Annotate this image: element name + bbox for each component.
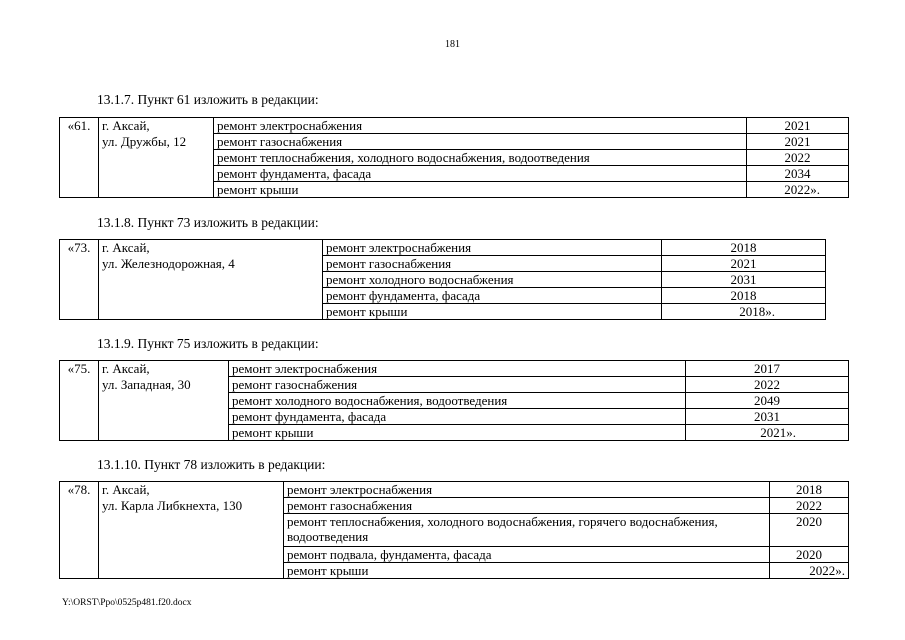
section-heading: 13.1.8. Пункт 73 изложить в редакции: <box>97 215 319 230</box>
work-name: ремонт электроснабжения <box>284 482 770 498</box>
section-heading: 13.1.7. Пункт 61 изложить в редакции: <box>97 92 319 107</box>
page-number: 181 <box>445 39 460 50</box>
work-year: 2021». <box>686 425 849 441</box>
works-table <box>59 481 849 579</box>
work-name: ремонт теплоснабжения, холодного водоснабжения, горячего водоснабжения, водоотведения <box>284 514 770 547</box>
work-name: ремонт подвала, фундамента, фасада <box>284 547 770 563</box>
work-year: 2022 <box>770 498 849 514</box>
work-year: 2020 <box>770 514 849 547</box>
work-year: 2021 <box>662 256 826 272</box>
work-year: 2031 <box>662 272 826 288</box>
work-name: ремонт электроснабжения <box>323 240 662 256</box>
work-year: 2018 <box>770 482 849 498</box>
work-year: 2018 <box>662 240 826 256</box>
address <box>99 482 284 579</box>
address-city: г. Аксай, <box>102 361 150 376</box>
address <box>99 240 323 320</box>
work-name: ремонт электроснабжения <box>214 118 747 134</box>
work-year: 2022». <box>747 182 849 198</box>
work-name: ремонт теплоснабжения, холодного водоснабжения, водоотведения <box>214 150 747 166</box>
item-number: «78. <box>60 482 99 579</box>
work-name: ремонт холодного водоснабжения <box>323 272 662 288</box>
work-name: ремонт крыши <box>284 563 770 579</box>
work-year: 2017 <box>686 361 849 377</box>
address-city: г. Аксай, <box>102 118 150 133</box>
work-name: ремонт крыши <box>229 425 686 441</box>
address <box>99 361 229 441</box>
works-table <box>59 239 826 320</box>
work-year: 2020 <box>770 547 849 563</box>
work-name: ремонт газоснабжения <box>214 134 747 150</box>
work-name: ремонт электроснабжения <box>229 361 686 377</box>
work-name: ремонт холодного водоснабжения, водоотведения <box>229 393 686 409</box>
address-city: г. Аксай, <box>102 482 150 497</box>
address-city: г. Аксай, <box>102 240 150 255</box>
work-name: ремонт фундамента, фасада <box>323 288 662 304</box>
work-year: 2022». <box>770 563 849 579</box>
section-heading: 13.1.9. Пункт 75 изложить в редакции: <box>97 336 319 351</box>
work-name: ремонт газоснабжения <box>284 498 770 514</box>
address-street: ул. Карла Либкнехта, 130 <box>102 498 243 513</box>
work-name: ремонт газоснабжения <box>323 256 662 272</box>
address <box>99 118 214 198</box>
address-street: ул. Железнодорожная, 4 <box>102 256 235 271</box>
work-name: ремонт крыши <box>214 182 747 198</box>
works-table <box>59 360 849 441</box>
work-name: ремонт фундамента, фасада <box>229 409 686 425</box>
work-name: ремонт фундамента, фасада <box>214 166 747 182</box>
address-street: ул. Западная, 30 <box>102 377 191 392</box>
file-path-footer: Y:\ORST\Ppo\0525p481.f20.docx <box>62 598 192 608</box>
work-year: 2034 <box>747 166 849 182</box>
work-name: ремонт газоснабжения <box>229 377 686 393</box>
work-year: 2021 <box>747 134 849 150</box>
work-name: ремонт крыши <box>323 304 662 320</box>
section-heading: 13.1.10. Пункт 78 изложить в редакции: <box>97 457 326 472</box>
works-table <box>59 117 849 198</box>
work-year: 2022 <box>686 377 849 393</box>
item-number: «73. <box>60 240 99 320</box>
work-year: 2021 <box>747 118 849 134</box>
work-year: 2018 <box>662 288 826 304</box>
item-number: «75. <box>60 361 99 441</box>
item-number: «61. <box>60 118 99 198</box>
work-year: 2018». <box>662 304 826 320</box>
work-year: 2031 <box>686 409 849 425</box>
work-year: 2022 <box>747 150 849 166</box>
work-year: 2049 <box>686 393 849 409</box>
address-street: ул. Дружбы, 12 <box>102 134 187 149</box>
